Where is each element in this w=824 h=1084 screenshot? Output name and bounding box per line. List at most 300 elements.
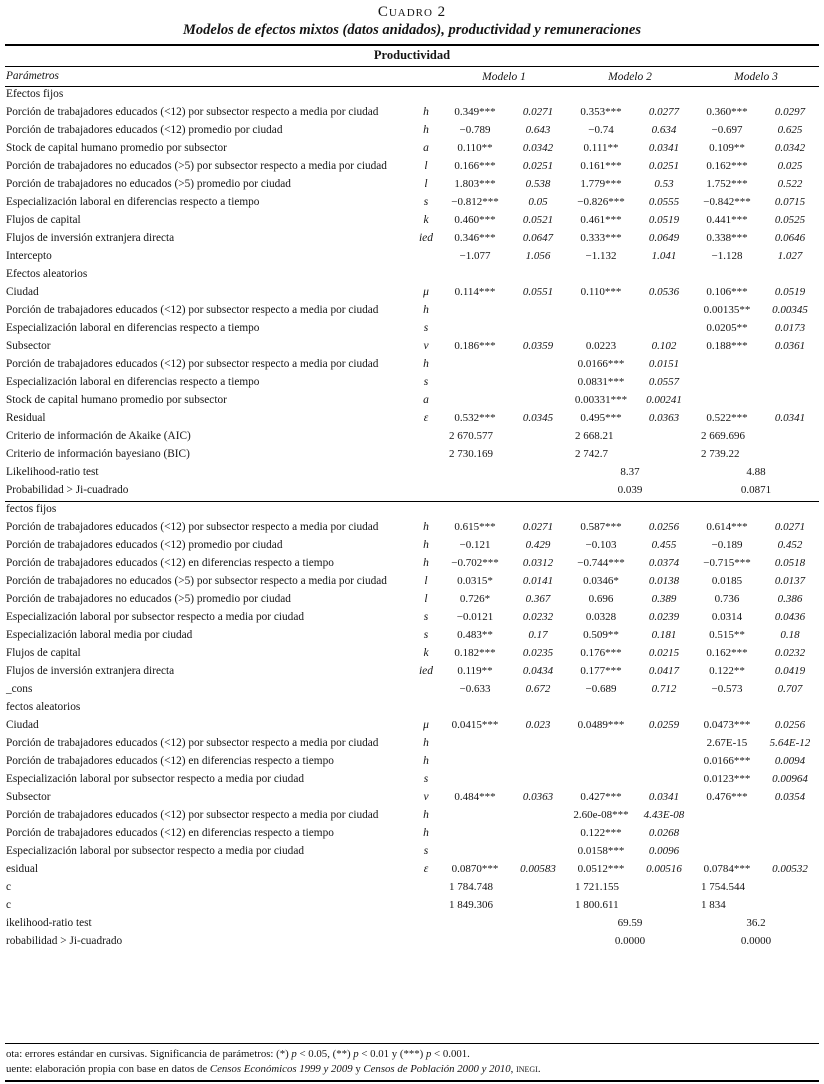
param-symbol: l	[424, 575, 428, 587]
row-label: Especialización laboral por subsector respecto a media por ciudad	[6, 845, 304, 857]
param-symbol: ied	[418, 665, 434, 677]
table-row	[5, 556, 819, 574]
se-value: 0.0518	[774, 557, 806, 569]
coef-value: −0.789	[459, 124, 491, 136]
se-value: 0.0096	[648, 845, 680, 857]
stat-value: 36.2	[746, 917, 766, 929]
coef-value: 0.0223	[585, 340, 617, 352]
se-value: 0.0232	[522, 611, 554, 623]
coef-value: 0.00135**	[703, 304, 751, 316]
table-row	[5, 231, 819, 249]
se-value: 0.0345	[522, 412, 554, 424]
param-symbol: ε	[423, 863, 429, 875]
row-label: Porción de trabajadores educados (<12) promedio por ciudad	[6, 539, 283, 551]
coef-value: 0.515**	[709, 629, 745, 641]
se-value: 0.452	[777, 539, 803, 551]
stat-value: 2 668.21	[575, 430, 614, 442]
se-value: 0.0256	[774, 719, 806, 731]
se-value: 0.0521	[522, 214, 554, 226]
coef-value: 1.779***	[580, 178, 622, 190]
se-value: 0.0271	[522, 106, 554, 118]
coef-value: 0.476***	[706, 791, 748, 803]
se-value: 0.0434	[522, 665, 554, 677]
table-row	[5, 646, 819, 664]
coef-value: 0.0314	[711, 611, 743, 623]
coef-value: 0.0346*	[583, 575, 619, 587]
row-label: Flujos de inversión extranjera directa	[6, 665, 175, 677]
param-symbol: h	[423, 827, 429, 839]
table-row	[5, 736, 819, 754]
param-symbol: l	[424, 178, 428, 190]
coef-value: 0.509**	[583, 629, 619, 641]
se-value: 0.386	[777, 593, 803, 605]
coef-value: 0.338***	[706, 232, 748, 244]
table-row	[5, 141, 819, 159]
coef-value: 2.67E-15	[706, 737, 748, 749]
se-value: 1.056	[525, 250, 551, 262]
se-value: 0.0555	[648, 196, 680, 208]
coef-value: 0.162***	[706, 160, 748, 172]
coef-value: 0.522***	[706, 412, 748, 424]
table-row	[5, 772, 819, 790]
se-value: 0.0647	[522, 232, 554, 244]
param-symbol: s	[423, 322, 429, 334]
param-symbol: ν	[423, 340, 429, 352]
coef-value: 0.484***	[454, 791, 496, 803]
row-label: Criterio de información de Akaike (AIC)	[6, 430, 191, 442]
table-row	[5, 339, 819, 357]
note-text: p	[353, 1048, 359, 1060]
table-row	[5, 249, 819, 267]
coef-value: 0.441***	[706, 214, 748, 226]
coef-value: 0.615***	[454, 521, 496, 533]
table-row	[5, 429, 819, 447]
table-row	[5, 844, 819, 862]
stat-value: 69.59	[617, 917, 643, 929]
coef-value: 0.109**	[709, 142, 745, 154]
row-label: Especialización laboral en diferencias respecto a tiempo	[6, 322, 260, 334]
se-value: 0.712	[651, 683, 677, 695]
note-line	[6, 1047, 818, 1062]
stat-value: 2 742.7	[575, 448, 608, 460]
se-value: 0.0232	[774, 647, 806, 659]
se-value: 0.707	[777, 683, 803, 695]
model-3-header: Modelo 3	[734, 70, 778, 83]
section-row	[5, 267, 819, 285]
coef-value: 0.188***	[706, 340, 748, 352]
row-label: Porción de trabajadores educados (<12) por subsector respecto a media por ciudad	[6, 304, 379, 316]
row-label: Flujos de inversión extranjera directa	[6, 232, 175, 244]
row-label: Porción de trabajadores educados (<12) por subsector respecto a media por ciudad	[6, 521, 379, 533]
coef-value: 0.161***	[580, 160, 622, 172]
table-row	[5, 790, 819, 808]
table-row	[5, 592, 819, 610]
table-row	[5, 483, 819, 501]
se-value: 0.0342	[774, 142, 806, 154]
se-value: 0.0271	[522, 521, 554, 533]
table-row	[5, 880, 819, 898]
stat-value: 2 669.696	[701, 430, 745, 442]
se-value: 0.00345	[772, 304, 808, 316]
se-value: 0.0342	[522, 142, 554, 154]
coef-value: −0.121	[459, 539, 491, 551]
row-label: Efectos aleatorios	[6, 268, 88, 280]
table-row	[5, 898, 819, 916]
stat-value: 1 721.155	[575, 881, 619, 893]
row-label: Flujos de capital	[6, 647, 81, 659]
note-text: y	[352, 1062, 364, 1075]
table-row	[5, 159, 819, 177]
row-label: Criterio de información bayesiano (BIC)	[6, 448, 190, 460]
row-label: c	[6, 881, 12, 893]
param-symbol: s	[423, 845, 429, 857]
coef-value: −0.697	[711, 124, 743, 136]
coef-value: 0.0784***	[703, 863, 751, 875]
se-value: 0.0557	[648, 376, 680, 388]
stat-value: 4.88	[746, 466, 766, 478]
section-row	[5, 87, 819, 105]
table-row	[5, 195, 819, 213]
se-value: 0.643	[525, 124, 551, 136]
row-label: Ciudad	[6, 719, 39, 731]
coef-value: 0.162***	[706, 647, 748, 659]
note-text: ota: errores estándar en cursivas. Significancia de parámetros: (*)	[6, 1048, 292, 1060]
note-text: < 0.001.	[431, 1048, 470, 1060]
stat-value: 1 834	[701, 899, 726, 911]
coef-value: −0.826***	[577, 196, 625, 208]
se-value: 0.0374	[648, 557, 680, 569]
coef-value: −0.689	[585, 683, 617, 695]
coef-value: 0.0185	[711, 575, 743, 587]
se-value: 0.522	[777, 178, 803, 190]
param-symbol: ε	[423, 412, 429, 424]
coef-value: 0.0831***	[577, 376, 625, 388]
coef-value: 0.00331***	[574, 394, 628, 406]
se-value: 0.0341	[648, 791, 680, 803]
se-value: 0.0419	[774, 665, 806, 677]
row-label: Especialización laboral por subsector respecto a media por ciudad	[6, 773, 304, 785]
se-value: 0.00532	[772, 863, 808, 875]
row-label: Stock de capital humano promedio por subsector	[6, 394, 227, 406]
se-value: 0.0341	[648, 142, 680, 154]
se-value: 0.0297	[774, 106, 806, 118]
param-symbol: h	[423, 106, 429, 118]
se-value: 0.0525	[774, 214, 806, 226]
stat-value: 8.37	[620, 466, 640, 478]
coef-value: −0.842***	[703, 196, 751, 208]
se-value: 0.455	[651, 539, 677, 551]
se-value: 0.0519	[774, 286, 806, 298]
se-value: 0.0094	[774, 755, 806, 767]
coef-value: 0.333***	[580, 232, 622, 244]
note-text: Censos de Población 2000 y 2010	[363, 1062, 511, 1075]
se-value: 1.041	[651, 250, 677, 262]
table-row	[5, 520, 819, 538]
param-symbol: h	[423, 809, 429, 821]
note-text: p	[425, 1048, 432, 1060]
se-value: 5.64E-12	[769, 737, 811, 749]
coef-value: 0.0489***	[577, 719, 625, 731]
coef-value: 0.346***	[454, 232, 496, 244]
se-value: 0.0715	[774, 196, 806, 208]
se-value: 0.0359	[522, 340, 554, 352]
row-label: Especialización laboral media por ciudad	[6, 629, 193, 641]
param-symbol: s	[423, 773, 429, 785]
se-value: 0.0551	[522, 286, 554, 298]
param-symbol: k	[423, 214, 429, 226]
param-symbol: l	[424, 593, 428, 605]
row-label: Especialización laboral por subsector respecto a media por ciudad	[6, 611, 304, 623]
se-value: 0.0436	[774, 611, 806, 623]
param-symbol: h	[423, 755, 429, 767]
coef-value: 0.736	[714, 593, 740, 605]
param-symbol: a	[423, 394, 429, 406]
row-label: Porción de trabajadores no educados (>5) promedio por ciudad	[6, 178, 291, 190]
column-header-row	[5, 67, 819, 86]
table-body	[5, 87, 819, 952]
se-value: 0.0649	[648, 232, 680, 244]
note-text: ,	[510, 1062, 517, 1075]
table-row	[5, 808, 819, 826]
se-value: 0.0417	[648, 665, 680, 677]
coef-value: −1.128	[711, 250, 743, 262]
se-value: 0.625	[777, 124, 803, 136]
coef-value: 0.114***	[454, 286, 496, 298]
bottom-rule	[5, 1080, 819, 1082]
param-symbol: s	[423, 629, 429, 641]
notes-block	[5, 1043, 819, 1082]
notes	[5, 1044, 819, 1080]
table-number: Cuadro 2	[377, 4, 447, 20]
se-value: 0.0173	[774, 322, 806, 334]
stat-value: 1 754.544	[701, 881, 745, 893]
coef-value: 0.532***	[454, 412, 496, 424]
table-row	[5, 447, 819, 465]
table-row	[5, 754, 819, 772]
note-text: .	[537, 1062, 541, 1075]
coef-value: −0.74	[588, 124, 614, 136]
coef-value: −0.633	[459, 683, 491, 695]
coef-value: 0.614***	[706, 521, 748, 533]
row-label: _cons	[6, 683, 33, 695]
coef-value: 0.110***	[580, 286, 622, 298]
coef-value: 0.0158***	[577, 845, 625, 857]
table-row	[5, 538, 819, 556]
coef-value: 0.176***	[580, 647, 622, 659]
stat-value: 0.0871	[740, 484, 772, 496]
table-row	[5, 628, 819, 646]
table-row	[5, 574, 819, 592]
se-value: 0.00516	[646, 863, 682, 875]
se-value: 0.102	[651, 340, 677, 352]
table-title: Modelos de efectos mixtos (datos anidados), productividad y remuneraciones	[183, 22, 641, 38]
row-label: Residual	[6, 412, 46, 424]
se-value: 0.0277	[648, 106, 680, 118]
coef-value: 0.0415***	[451, 719, 499, 731]
stat-value: 0.0000	[740, 935, 772, 947]
coef-value: 0.460***	[454, 214, 496, 226]
row-label: Porción de trabajadores educados (<12) por subsector respecto a media por ciudad	[6, 809, 379, 821]
param-symbol: h	[423, 521, 429, 533]
param-symbol: h	[423, 304, 429, 316]
se-value: 0.367	[525, 593, 551, 605]
param-symbol: h	[423, 737, 429, 749]
table-row	[5, 105, 819, 123]
table-row	[5, 465, 819, 483]
row-label: Subsector	[6, 340, 51, 352]
se-value: 0.0215	[648, 647, 680, 659]
se-value: 0.0354	[774, 791, 806, 803]
table-row	[5, 718, 819, 736]
se-value: 0.0519	[648, 214, 680, 226]
se-value: 0.05	[528, 196, 548, 208]
stat-value: 2 739.22	[701, 448, 740, 460]
se-value: 0.0251	[648, 160, 680, 172]
se-value: 0.18	[780, 629, 800, 641]
se-value: 0.0259	[648, 719, 680, 731]
section-row	[5, 700, 819, 718]
table-row	[5, 321, 819, 339]
stat-value: 2 730.169	[449, 448, 493, 460]
row-label: Especialización laboral en diferencias respecto a tiempo	[6, 196, 260, 208]
se-value: 0.0138	[648, 575, 680, 587]
se-value: 1.027	[777, 250, 803, 262]
param-symbol: s	[423, 611, 429, 623]
se-value: 0.0151	[648, 358, 680, 370]
se-value: 0.0268	[648, 827, 680, 839]
row-label: Porción de trabajadores educados (<12) promedio por ciudad	[6, 124, 283, 136]
coef-value: 0.122**	[709, 665, 745, 677]
se-value: 0.0361	[774, 340, 806, 352]
table-row	[5, 664, 819, 682]
se-value: 0.023	[525, 719, 551, 731]
table-row	[5, 357, 819, 375]
row-label: Ciudad	[6, 286, 39, 298]
coef-value: 0.0870***	[451, 863, 499, 875]
row-label: Porción de trabajadores educados (<12) en diferencias respecto a tiempo	[6, 755, 334, 767]
se-value: 0.0239	[648, 611, 680, 623]
coef-value: 0.0512***	[577, 863, 625, 875]
coef-value: 0.182***	[454, 647, 496, 659]
coef-value: −0.103	[585, 539, 617, 551]
row-label: Porción de trabajadores educados (<12) en diferencias respecto a tiempo	[6, 827, 334, 839]
table-row	[5, 916, 819, 934]
panel-header-productividad: Productividad	[373, 48, 451, 62]
param-symbol: μ	[423, 286, 429, 298]
coef-value: 0.0205**	[706, 322, 748, 334]
note-text: Censos Económicos 1999 y 2009	[209, 1062, 353, 1075]
row-label: esidual	[6, 863, 38, 875]
param-symbol: h	[423, 557, 429, 569]
coef-value: 0.726*	[459, 593, 491, 605]
coef-value: −0.702***	[451, 557, 499, 569]
param-symbol: h	[423, 539, 429, 551]
se-value: 0.0137	[774, 575, 806, 587]
coef-value: −1.132	[585, 250, 617, 262]
coef-value: 0.495***	[580, 412, 622, 424]
row-label: Flujos de capital	[6, 214, 81, 226]
coef-value: 0.427***	[580, 791, 622, 803]
row-label: Subsector	[6, 791, 51, 803]
table-row	[5, 375, 819, 393]
row-label: Stock de capital humano promedio por subsector	[6, 142, 227, 154]
row-label: fectos aleatorios	[6, 701, 81, 713]
se-value: 0.00241	[646, 394, 682, 406]
coef-value: 0.353***	[580, 106, 622, 118]
row-label: Porción de trabajadores educados (<12) por subsector respecto a media por ciudad	[6, 106, 379, 118]
param-symbol: h	[423, 124, 429, 136]
se-value: 0.025	[777, 160, 803, 172]
row-label: Especialización laboral en diferencias respecto a tiempo	[6, 376, 260, 388]
coef-value: −0.189	[711, 539, 743, 551]
se-value: 0.0536	[648, 286, 680, 298]
row-label: c	[6, 899, 12, 911]
se-value: 0.429	[525, 539, 551, 551]
note-text: uente: elaboración propia con base en datos de	[6, 1062, 210, 1075]
param-symbol: s	[423, 376, 429, 388]
se-value: 0.0646	[774, 232, 806, 244]
table-row	[5, 177, 819, 195]
coef-value: 0.110**	[457, 142, 493, 154]
table-row	[5, 393, 819, 411]
table-row	[5, 303, 819, 321]
param-symbol: s	[423, 196, 429, 208]
coef-value: 0.111**	[583, 142, 619, 154]
row-label: Likelihood-ratio test	[6, 466, 99, 478]
row-label: Intercepto	[6, 250, 52, 262]
coef-value: 0.177***	[580, 665, 622, 677]
se-value: 0.538	[525, 178, 551, 190]
stat-value: 0.039	[617, 484, 643, 496]
se-value: 0.0363	[648, 412, 680, 424]
note-line	[6, 1062, 818, 1077]
param-symbol: ν	[423, 791, 429, 803]
coef-value: 0.587***	[580, 521, 622, 533]
coef-value: −0.812***	[451, 196, 499, 208]
stat-value: 1 849.306	[449, 899, 493, 911]
coef-value: 0.122***	[580, 827, 622, 839]
se-value: 0.0341	[774, 412, 806, 424]
se-value: 0.00583	[520, 863, 556, 875]
se-value: 0.634	[651, 124, 677, 136]
param-symbol: ied	[418, 232, 434, 244]
coef-value: −0.715***	[703, 557, 751, 569]
table-row	[5, 826, 819, 844]
section-row	[5, 502, 819, 520]
se-value: 0.672	[525, 683, 551, 695]
se-value: 0.53	[654, 178, 674, 190]
row-label: robabilidad > Ji-cuadrado	[6, 935, 123, 947]
model-1-header: Modelo 1	[482, 70, 526, 83]
coef-value: −0.573	[711, 683, 743, 695]
table-row	[5, 682, 819, 700]
note-text: < 0.01 y (***)	[358, 1048, 426, 1060]
param-symbol: μ	[423, 719, 429, 731]
coef-value: 0.360***	[706, 106, 748, 118]
coef-value: 0.0123***	[703, 773, 751, 785]
se-value: 0.0141	[522, 575, 554, 587]
row-label: Porción de trabajadores no educados (>5) por subsector respecto a media por ciudad	[6, 575, 387, 587]
param-symbol: a	[423, 142, 429, 154]
row-label: Porción de trabajadores educados (<12) en diferencias respecto a tiempo	[6, 557, 334, 569]
row-label: ikelihood-ratio test	[6, 917, 92, 929]
se-value: 0.181	[651, 629, 677, 641]
coef-value: 0.166***	[454, 160, 496, 172]
param-symbol: l	[424, 160, 428, 172]
se-value: 0.0256	[648, 521, 680, 533]
row-label: Porción de trabajadores no educados (>5) por subsector respecto a media por ciudad	[6, 160, 387, 172]
coef-value: 0.461***	[580, 214, 622, 226]
